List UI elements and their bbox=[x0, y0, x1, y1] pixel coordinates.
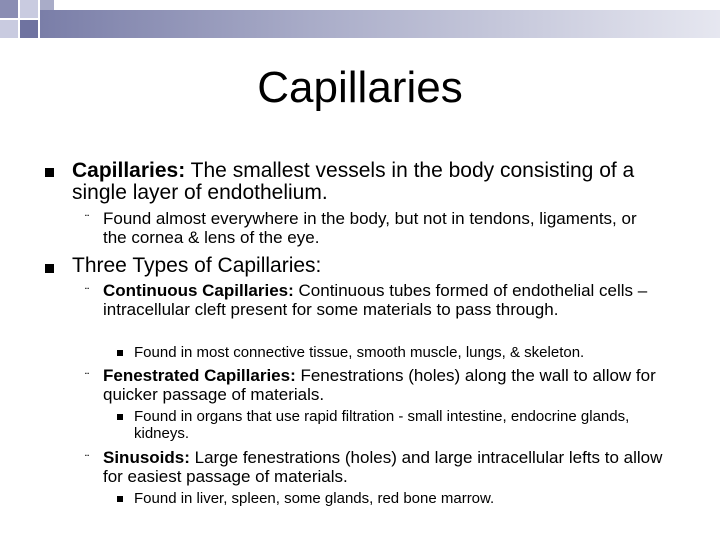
sub-bullet-item bbox=[103, 281, 683, 319]
sub-bullet-item bbox=[103, 209, 663, 247]
bullet-square-icon bbox=[117, 350, 123, 356]
bullet-text: Found in organs that use rapid filtration - small intestine, endocrine glands, kidneys. bbox=[134, 408, 630, 442]
detail-bullet-item bbox=[134, 344, 694, 361]
bullet-item bbox=[72, 160, 682, 204]
slide-title: Capillaries bbox=[257, 63, 463, 112]
term-label: Continuous Capillaries: bbox=[103, 281, 294, 300]
header-decor-square bbox=[20, 20, 38, 38]
bullet-text: The smallest vessels in the body consisting of a single layer of endothelium. bbox=[72, 159, 635, 204]
bullet-square-icon bbox=[45, 264, 54, 273]
header-decor-square bbox=[20, 0, 38, 18]
header-decor-square bbox=[0, 0, 18, 18]
header-decor-square bbox=[40, 0, 54, 10]
bullet-text: Large fenestrations (holes) and large intracellular lefts to allow for easiest passage of materials. bbox=[103, 448, 663, 486]
hollow-square-bullet-icon: ¨ bbox=[84, 371, 90, 385]
hollow-square-bullet-icon: ¨ bbox=[84, 286, 90, 300]
hollow-square-bullet-icon: ¨ bbox=[84, 213, 90, 227]
term-label: Fenestrated Capillaries: bbox=[103, 366, 296, 385]
bullet-item bbox=[72, 255, 682, 277]
sub-bullet-item bbox=[103, 448, 663, 486]
sub-bullet-item bbox=[103, 366, 683, 404]
bullet-text: Fenestrations (holes) along the wall to allow for quicker passage of materials. bbox=[103, 366, 656, 404]
detail-bullet-item bbox=[134, 408, 674, 442]
bullet-text: Found in most connective tissue, smooth muscle, lungs, & skeleton. bbox=[134, 344, 585, 361]
header-gradient-bar bbox=[40, 10, 720, 38]
bullet-text: Three Types of Capillaries: bbox=[72, 254, 322, 277]
bullet-text: Found in liver, spleen, some glands, red bone marrow. bbox=[134, 490, 495, 507]
bullet-text: Continuous tubes formed of endothelial cells – intracellular cleft present for some materials to pass through. bbox=[103, 281, 648, 319]
bullet-square-icon bbox=[45, 168, 54, 177]
term-label: Sinusoids: bbox=[103, 448, 190, 467]
detail-bullet-item bbox=[134, 490, 694, 507]
term-label: Capillaries: bbox=[72, 159, 186, 182]
bullet-square-icon bbox=[117, 414, 123, 420]
bullet-square-icon bbox=[117, 496, 123, 502]
hollow-square-bullet-icon: ¨ bbox=[84, 453, 90, 467]
bullet-text: Found almost everywhere in the body, but not in tendons, ligaments, or the cornea & lens of the eye. bbox=[103, 209, 637, 247]
header-decor-square bbox=[0, 20, 18, 38]
